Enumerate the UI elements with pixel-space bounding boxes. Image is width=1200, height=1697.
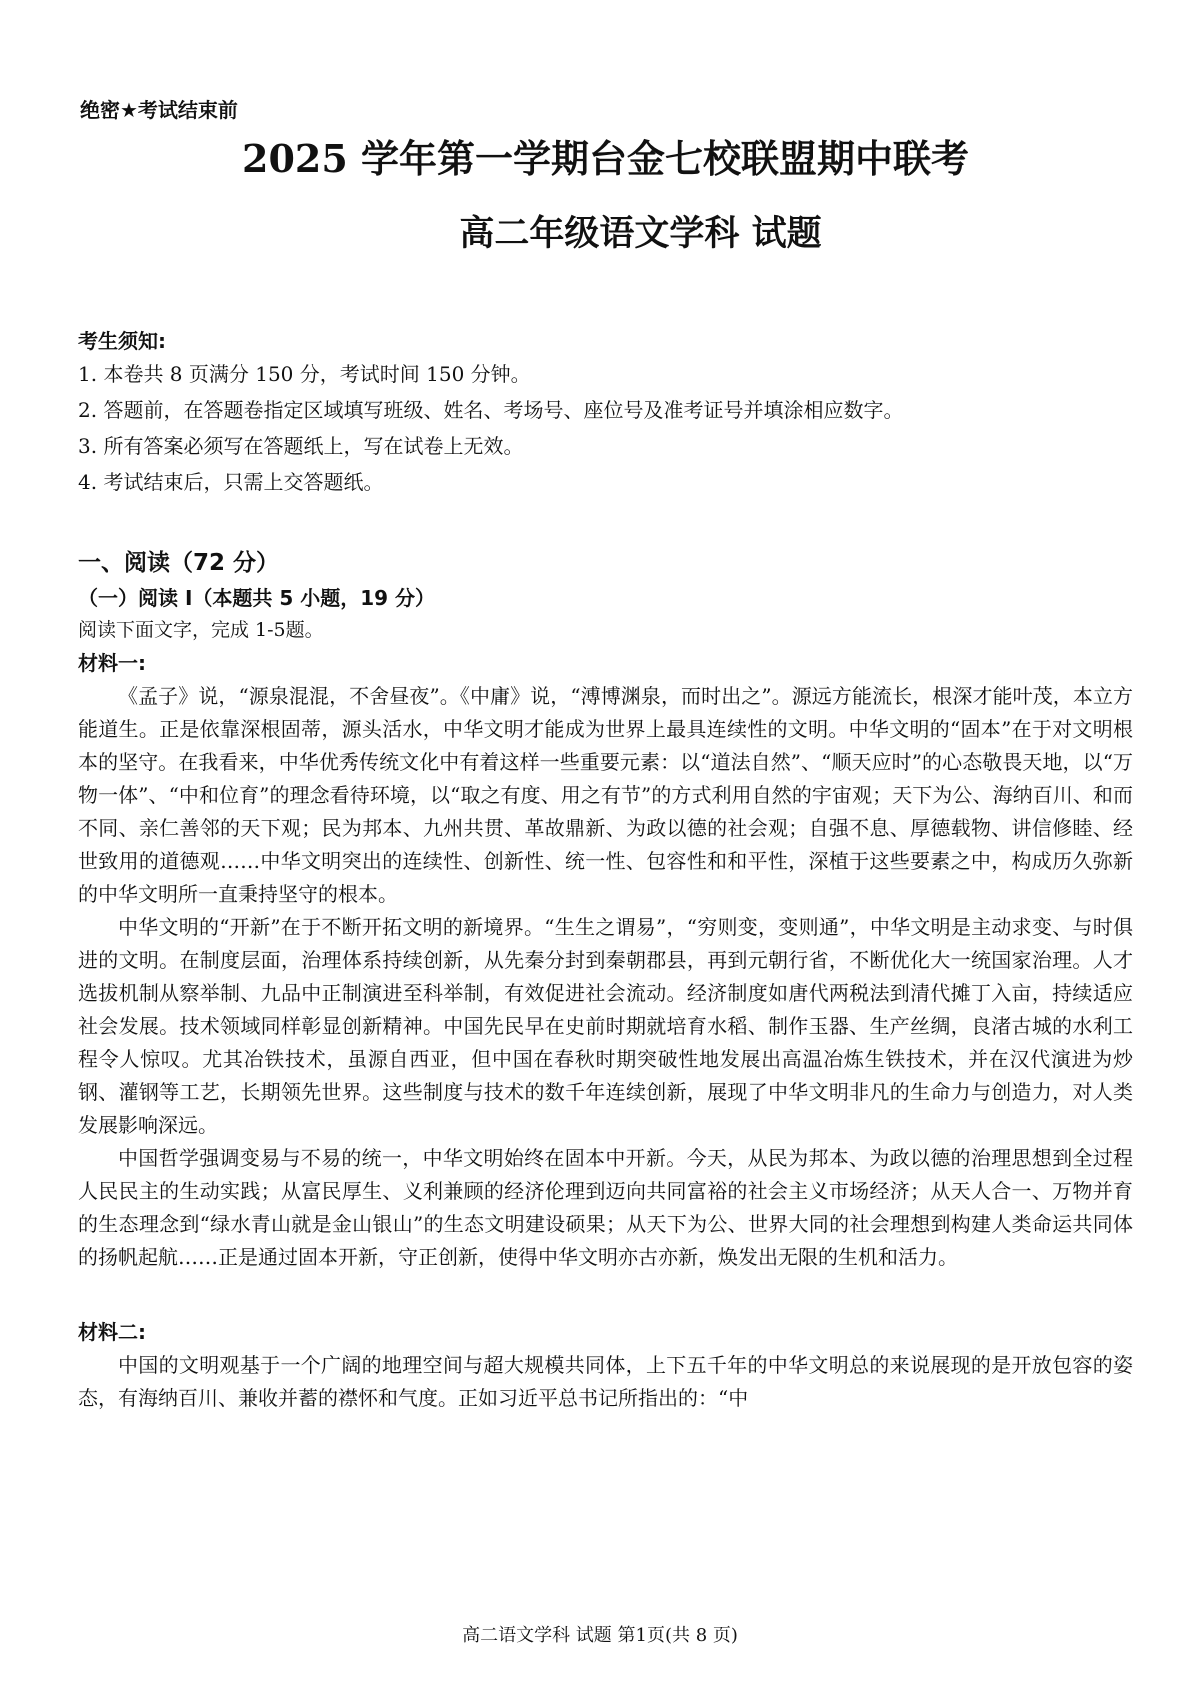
confidential-label: 绝密★考试结束前 [80, 98, 238, 122]
notice-item: 4. 考试结束后，只需上交答题纸。 [78, 470, 384, 494]
exam-page [78, 92, 1133, 1415]
material-one-heading: 材料一: [78, 651, 146, 675]
material-one-paragraph: 中国哲学强调变易与不易的统一，中华文明始终在固本中开新。今天，从民为邦本、为政以德的治理思想到全过程人民民主的生动实践；从富民厚生、义利兼顾的经济伦理到迈向共同富裕的社会主义市场经济；从天人合一、万物并育的生态理念到“绿水青山就是金山银山”的生态文明建设硕果；从天下为公、世界大同的社会理想到构建人类命运共同体的扬帆起航……正是通过固本开新，守正创新，使得中华文明亦古亦新，焕发出无限的生机和活力。 [78, 1146, 1133, 1269]
material-two-paragraph: 中国的文明观基于一个广阔的地理空间与超大规模共同体，上下五千年的中华文明总的来说展现的是开放包容的姿态，有海纳百川、兼收并蓄的襟怀和气度。正如习近平总书记所指出的：“中 [78, 1353, 1133, 1410]
page-footer: 高二语文学科 试题 第1页(共 8 页) [462, 1625, 738, 1646]
reading-instruction: 阅读下面文字，完成 1-5题。 [78, 619, 324, 641]
section-heading: 一、阅读（72 分） [78, 550, 280, 576]
material-two-heading: 材料二: [78, 1320, 146, 1344]
material-one-paragraph: 《孟子》说，“源泉混混，不舍昼夜”。《中庸》说，“溥博渊泉，而时出之”。源远方能流长，根深才能叶茂，本立方能道生。正是依靠深根固蒂，源头活水，中华文明才能成为世界上最具连续性的文明。中华文明的“固本”在于对文明根本的坚守。在我看来，中华优秀传统文化中有着这样一些重要元素：以“道法自然”、“顺天应时”的心态敬畏天地，以“万物一体”、“中和位育”的理念看待环境，以“取之有度、用之有节”的方式利用自然的宇宙观；天下为公、海纳百川、和而不同、亲仁善邻的天下观；民为邦本、九州共贯、革故鼎新、为政以德的社会观；自强不息、厚德载物、讲信修睦、经世致用的道德观……中华文明突出的连续性、创新性、统一性、包容性和和平性，深植于这些要素之中，构成历久弥新的中华文明所一直秉持坚守的根本。 [78, 684, 1133, 906]
notice-item: 1. 本卷共 8 页满分 150 分，考试时间 150 分钟。 [78, 362, 531, 386]
notice-item: 2. 答题前，在答题卷指定区域填写班级、姓名、考场号、座位号及准考证号并填涂相应数字。 [78, 398, 904, 422]
sub-section-heading: （一）阅读 Ⅰ（本题共 5 小题，19 分） [78, 586, 436, 610]
exam-title: 2025 学年第一学期台金七校联盟期中联考 [242, 136, 969, 181]
notice-heading: 考生须知: [78, 329, 166, 353]
exam-subtitle: 高二年级语文学科 试题 [459, 213, 822, 254]
material-one-paragraph: 中华文明的“开新”在于不断开拓文明的新境界。“生生之谓易”，“穷则变，变则通”，中华文明是主动求变、与时俱进的文明。在制度层面，治理体系持续创新，从先秦分封到秦朝郡县，再到元朝行省，不断优化大一统国家治理。人才选拔机制从察举制、九品中正制演进至科举制，有效促进社会流动。经济制度如唐代两税法到清代摊丁入亩，持续适应社会发展。技术领域同样彰显创新精神。中国先民早在史前时期就培育水稻、制作玉器、生产丝绸，良渚古城的水利工程令人惊叹。尤其冶铁技术，虽源自西亚，但中国在春秋时期突破性地发展出高温冶炼生铁技术，并在汉代演进为炒钢、灌钢等工艺，长期领先世界。这些制度与技术的数千年连续创新，展现了中华文明非凡的生命力与创造力，对人类发展影响深远。 [78, 915, 1133, 1137]
notice-item: 3. 所有答案必须写在答题纸上，写在试卷上无效。 [78, 434, 524, 458]
